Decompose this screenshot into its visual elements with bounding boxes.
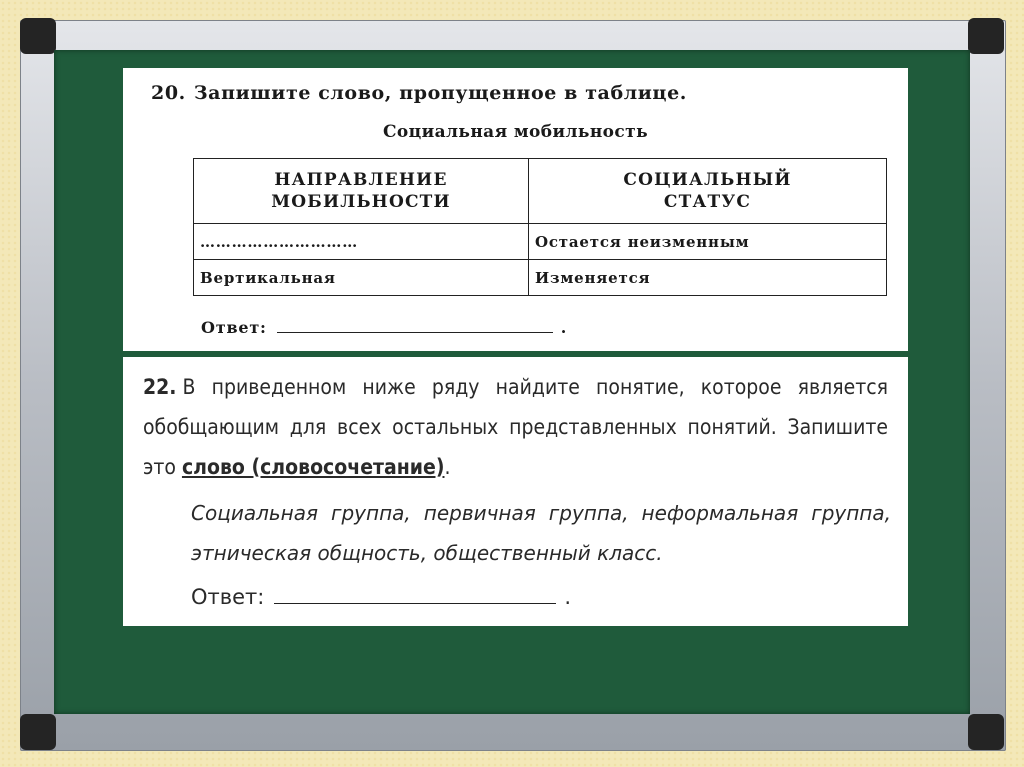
answer-period: .	[560, 318, 568, 337]
table-row	[194, 260, 887, 296]
answer-blank[interactable]	[277, 320, 553, 333]
question-prompt: Запишите слово, пропущенное в таблице.	[193, 82, 687, 104]
question-prompt: В приведенном ниже ряду найдите понятие, которое является обобщающим для всех остальных представленных понятий. Запишите это	[143, 375, 888, 479]
question-22-card	[123, 357, 908, 626]
table-header: СОЦИАЛЬНЫЙ СТАТУС	[529, 159, 887, 224]
answer-line	[191, 585, 571, 609]
table-caption: Социальная мобильность	[382, 122, 649, 142]
frame-corner	[968, 18, 1004, 54]
concept-list: Социальная группа, первичная группа, неформальная группа, этническая общность, общественный класс.	[191, 501, 891, 565]
table-cell: Остается неизменным	[529, 224, 887, 260]
answer-label: Ответ:	[201, 318, 267, 337]
answer-period: .	[564, 585, 572, 609]
question-22-prompt	[143, 367, 888, 487]
question-20-heading	[151, 82, 687, 104]
answer-blank[interactable]	[274, 589, 556, 604]
emphasized-term: слово (словосочетание)	[181, 455, 445, 479]
question-number: 20.	[151, 82, 186, 104]
table-cell: Изменяется	[529, 260, 887, 296]
table-cell: Вертикальная	[194, 260, 529, 296]
table-header: НАПРАВЛЕНИЕ МОБИЛЬНОСТИ	[194, 159, 529, 224]
question-20-card	[123, 68, 908, 351]
table-row	[194, 224, 887, 260]
frame-corner	[20, 714, 56, 750]
mobility-table	[193, 158, 887, 296]
answer-label: Ответ:	[191, 585, 265, 609]
table-cell: …………………………	[194, 224, 529, 260]
frame-corner	[20, 18, 56, 54]
frame-corner	[968, 714, 1004, 750]
answer-line	[201, 318, 567, 337]
prompt-period: .	[444, 455, 451, 479]
question-number: 22.	[143, 375, 177, 399]
